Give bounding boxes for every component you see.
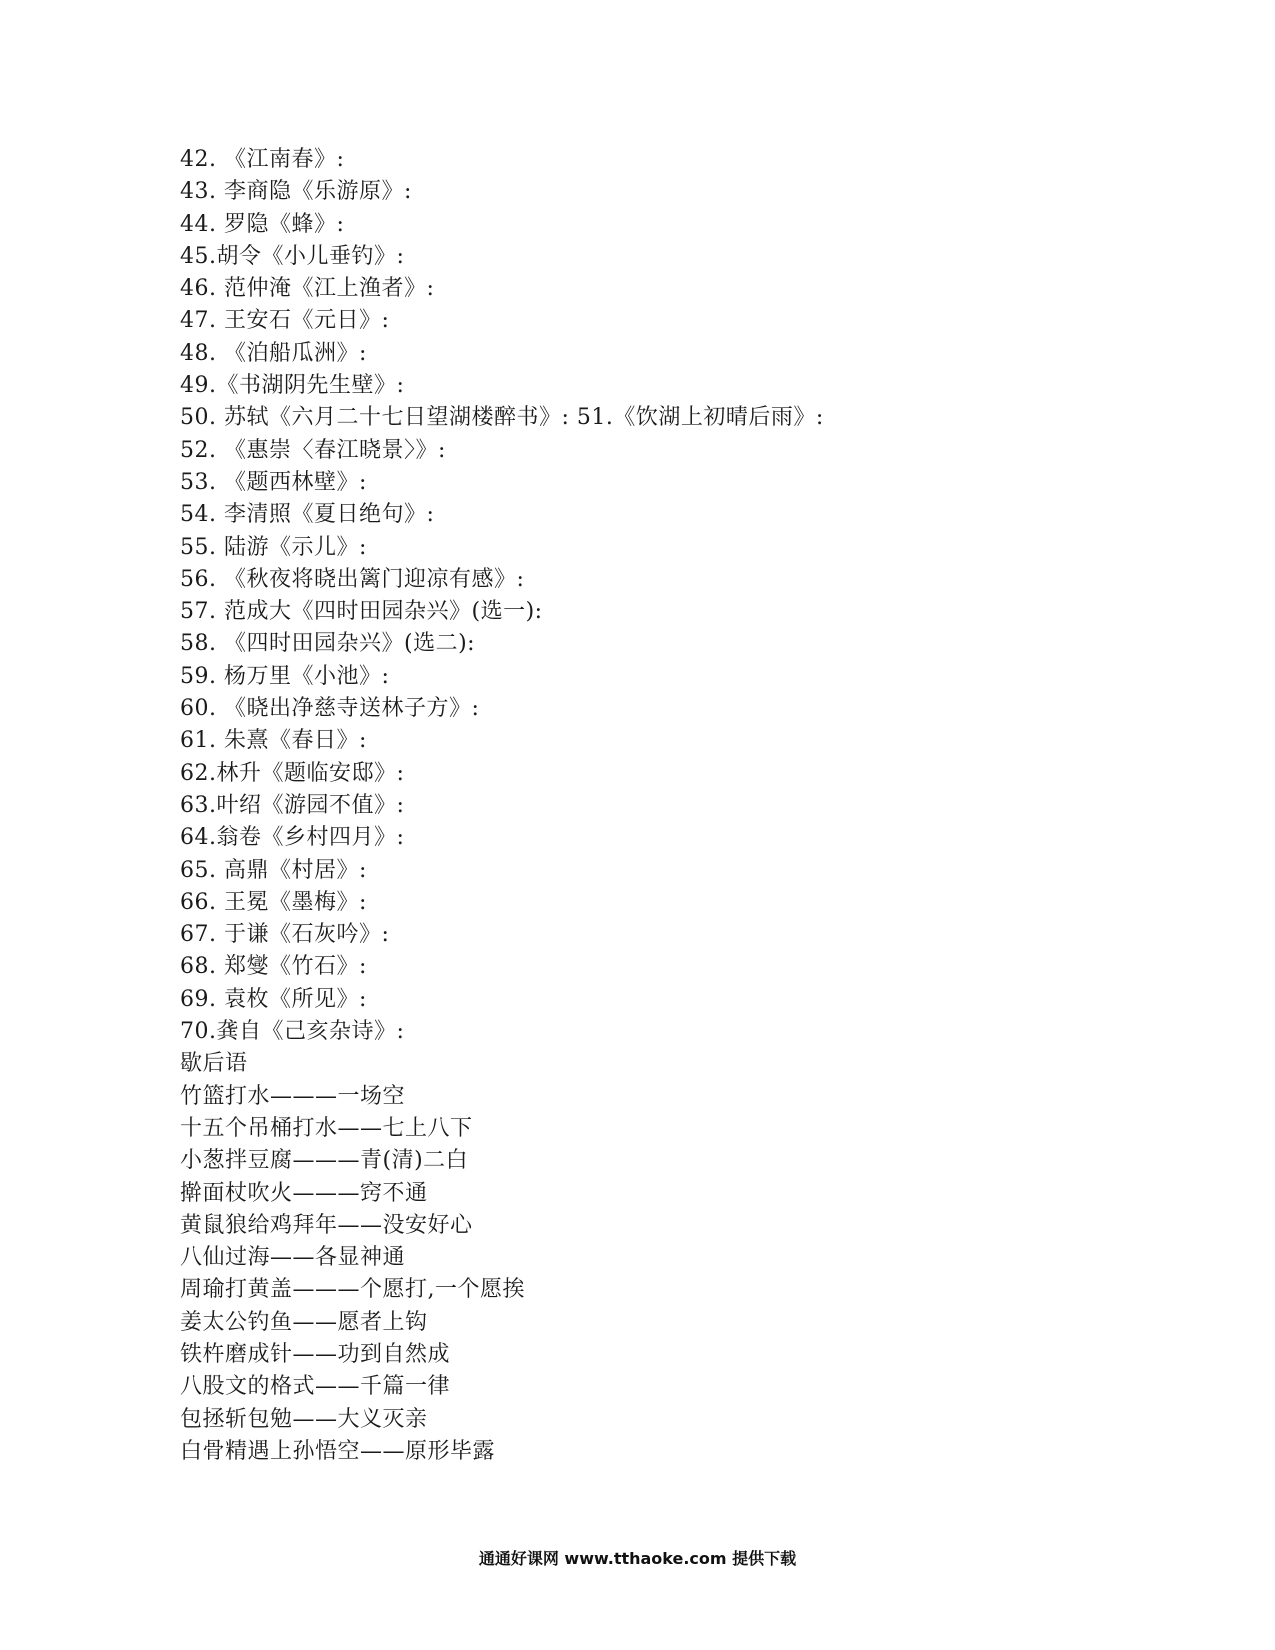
poem-line-65: 65. 高鼎《村居》:	[180, 857, 367, 883]
poem-line-60: 60. 《晓出净慈寺送林子方》:	[180, 696, 480, 722]
page-footer: 通通好课网 www.tthaoke.com 提供下载	[478, 1549, 797, 1568]
poem-line-53: 53. 《题西林壁》:	[180, 469, 367, 495]
poem-line-54: 54. 李清照《夏日绝句》:	[180, 502, 435, 528]
saying-line: 竹篮打水———一场空	[180, 1083, 406, 1109]
poem-line-59: 59. 杨万里《小池》:	[180, 663, 390, 689]
section-title: 歇后语	[180, 1051, 248, 1077]
poem-line-70: 70.龚自《己亥杂诗》:	[180, 1019, 405, 1045]
saying-line: 姜太公钓鱼——愿者上钩	[180, 1309, 428, 1335]
poem-line-55: 55. 陆游《示儿》:	[180, 534, 367, 560]
page-content	[180, 144, 1140, 1468]
saying-line: 十五个吊桶打水——七上八下	[180, 1115, 473, 1141]
saying-line: 八股文的格式——千篇一律	[180, 1374, 451, 1400]
poem-line-68: 68. 郑燮《竹石》:	[180, 954, 367, 980]
saying-line: 白骨精遇上孙悟空——原形毕露	[180, 1438, 496, 1464]
poem-line-50-51: 50. 苏轼《六月二十七日望湖楼醉书》: 51.《饮湖上初晴后雨》:	[180, 405, 824, 431]
poem-line-66: 66. 王冕《墨梅》:	[180, 889, 367, 915]
poem-line-49: 49.《书湖阴先生壁》:	[180, 373, 405, 399]
poem-line-48: 48. 《泊船瓜洲》:	[180, 340, 367, 366]
saying-line: 周瑜打黄盖———个愿打,一个愿挨	[180, 1277, 525, 1303]
poem-line-42: 42. 《江南春》:	[180, 147, 345, 172]
saying-line: 擀面杖吹火———窍不通	[180, 1180, 428, 1206]
poem-line-44: 44. 罗隐《蜂》:	[180, 211, 345, 237]
poem-line-63: 63.叶绍《游园不值》:	[180, 792, 405, 818]
poem-line-57: 57. 范成大《四时田园杂兴》(选一):	[180, 599, 543, 625]
poem-line-47: 47. 王安石《元日》:	[180, 308, 390, 334]
saying-line: 铁杵磨成针——功到自然成	[180, 1341, 451, 1367]
poem-line-52: 52. 《惠崇〈春江晓景〉》:	[180, 437, 446, 463]
poem-line-45: 45.胡令《小儿垂钓》:	[180, 243, 405, 269]
poem-line-58: 58. 《四时田园杂兴》(选二):	[180, 631, 476, 657]
saying-line: 包拯斩包勉——大义灭亲	[180, 1406, 428, 1432]
saying-line: 小葱拌豆腐———青(清)二白	[180, 1148, 469, 1174]
poem-line-69: 69. 袁枚《所见》:	[180, 986, 367, 1012]
poem-line-67: 67. 于谦《石灰吟》:	[180, 922, 390, 948]
poem-line-43: 43. 李商隐《乐游原》:	[180, 179, 412, 205]
saying-line: 黄鼠狼给鸡拜年——没安好心	[180, 1212, 473, 1238]
saying-line: 八仙过海——各显神通	[180, 1245, 406, 1271]
poem-line-64: 64.翁卷《乡村四月》:	[180, 825, 405, 851]
poem-line-56: 56. 《秋夜将晓出篱门迎凉有感》:	[180, 566, 525, 592]
poem-line-62: 62.林升《题临安邸》:	[180, 760, 405, 786]
poem-line-46: 46. 范仲淹《江上渔者》:	[180, 276, 435, 302]
poem-line-61: 61. 朱熹《春日》:	[180, 728, 367, 754]
